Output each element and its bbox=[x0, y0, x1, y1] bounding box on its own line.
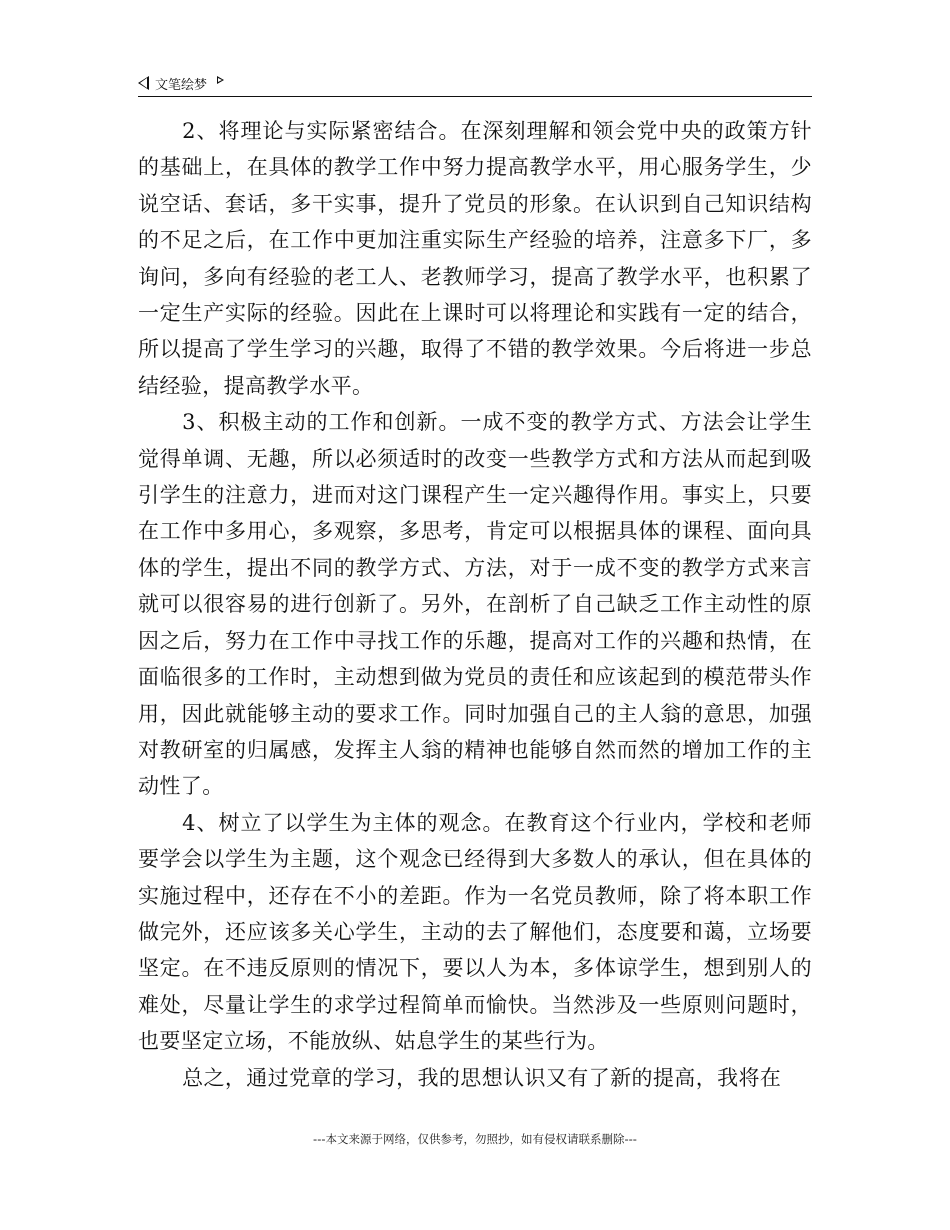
header-title: 文笔绘梦 bbox=[155, 77, 208, 93]
paragraph-3: 3、积极主动的工作和创新。一成不变的教学方式、方法会让学生觉得单调、无趣，所以必须适时的改变一些教学方式和方法从而起到吸引学生的注意力，进而对这门课程产生一定兴趣得作用。事实上，只要在工作中多用心，多观察，多思考，肯定可以根据具体的课程、面向具体的学生，提出不同的教学方式、方法，对于一成不变的教学方式来言就可以很容易的进行创新了。另外，在剖析了自己缺乏工作主动性的原因之后，努力在工作中寻找工作的乐趣，提高对工作的兴趣和热情，在面临很多的工作时，主动想到做为党员的责任和应该起到的模范带头作用，因此就能够主动的要求工作。同时加强自己的主人翁的意思，加强对教研室的归属感，发挥主人翁的精神也能够自然而然的增加工作的主动性了。 bbox=[138, 410, 812, 799]
paragraph-2: 2、将理论与实际紧密结合。在深刻理解和领会党中央的政策方针的基础上，在具体的教学工作中努力提高教学水平，用心服务学生，少说空话、套话，多干实事，提升了党员的形象。在认识到自己知识结构的不足之后，在工作中更加注重实际生产经验的培养，注意多下厂，多询问，多向有经验的老工人、老教师学习，提高了教学水平，也积累了一定生产实际的经验。因此在上课时可以将理论和实践有一定的结合，所以提高了学生学习的兴趣，取得了不错的教学效果。今后将进一步总结经验，提高教学水平。 bbox=[138, 119, 812, 398]
page-footer: ---本文来源于网络，仅供参考，勿照抄，如有侵权请联系删除--- bbox=[313, 1132, 637, 1146]
paragraph-4: 4、树立了以学生为主体的观念。在教育这个行业内，学校和老师要学会以学生为主题，这个观念已经得到大多数人的承认，但在具体的实施过程中，还存在不小的差距。作为一名党员教师，除了将本职工作做完外，还应该多关心学生，主动的去了解他们，态度要和蔼，立场要坚定。在不违反原则的情况下，要以人为本，多体谅学生，想到别人的难处，尽量让学生的求学过程简单而愉快。当然涉及一些原则问题时，也要坚定立场，不能放纵、姑息学生的某些行为。 bbox=[138, 810, 812, 1054]
left-triangle-icon bbox=[138, 76, 149, 90]
paragraph-summary: 总之，通过党章的学习，我的思想认识又有了新的提高，我将在 bbox=[182, 1065, 782, 1090]
right-triangle-icon bbox=[217, 76, 224, 84]
page-header bbox=[138, 70, 224, 96]
document-body bbox=[138, 113, 812, 1096]
header-divider bbox=[138, 96, 812, 97]
